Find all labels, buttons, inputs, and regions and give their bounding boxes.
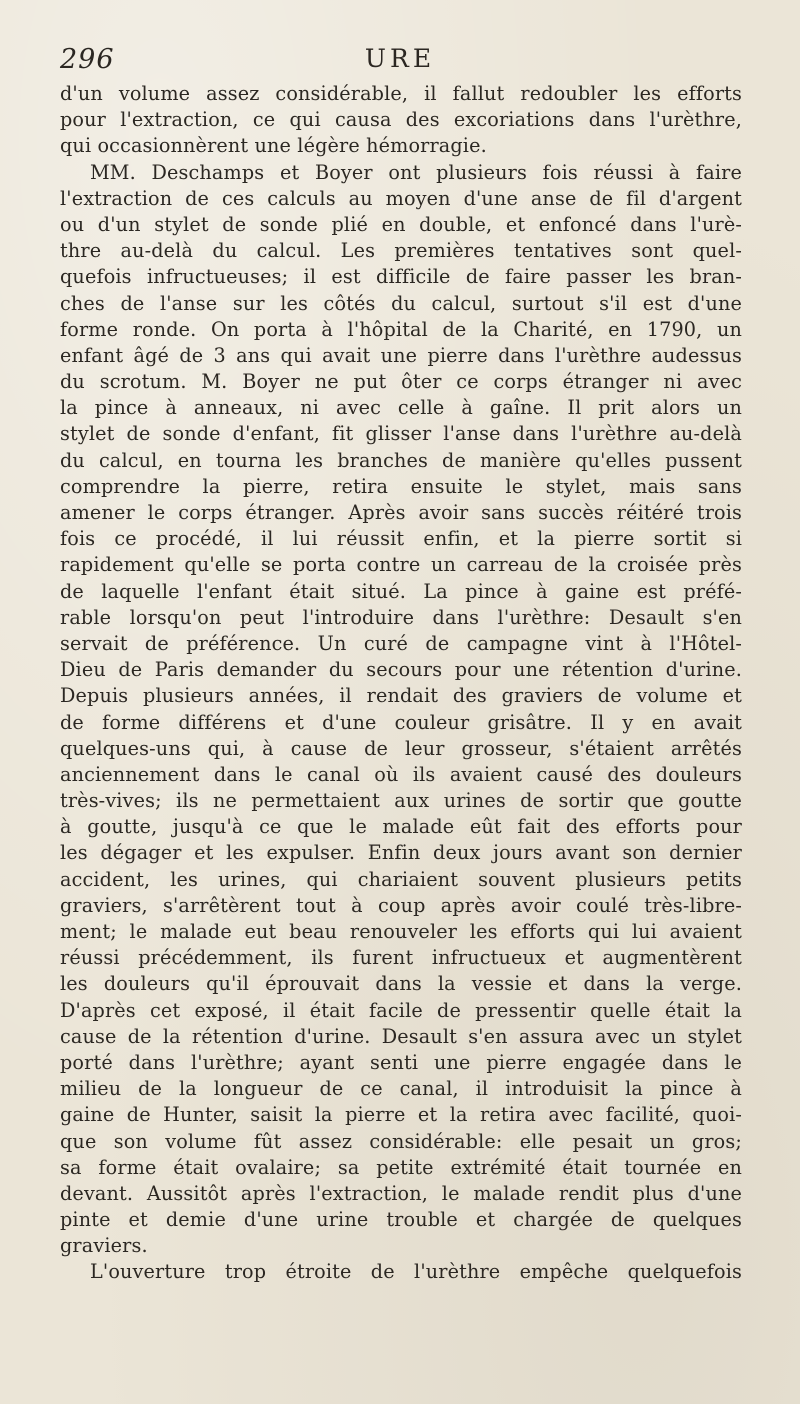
text-line: enfant âgé de 3 ans qui avait une pierre dans l'urèthre audessus bbox=[60, 343, 742, 367]
text-line: réussi précédemment, ils furent infructueux et augmentèrent bbox=[60, 946, 742, 970]
text-line: de forme différens et d'une couleur grisâtre. Il y en avait bbox=[60, 710, 742, 734]
text-line: la pince à anneaux, ni avec celle à gaîne. Il prit alors un bbox=[60, 396, 742, 420]
text-line: quefois infructueuses; il est difficile de faire passer les bran- bbox=[60, 265, 742, 289]
text-line: stylet de sonde d'enfant, fit glisser l'anse dans l'urèthre au-delà bbox=[60, 422, 742, 446]
text-line: très-vives; ils ne permettaient aux urines de sortir que goutte bbox=[60, 789, 742, 813]
page-number: 296 bbox=[60, 44, 115, 75]
text-line: quelques-uns qui, à cause de leur grosseur, s'étaient arrêtés bbox=[60, 736, 742, 760]
text-line: à goutte, jusqu'à ce que le malade eût fait des efforts pour bbox=[60, 815, 742, 839]
text-line: l'extraction de ces calculs au moyen d'une anse de fil d'argent bbox=[60, 186, 742, 210]
text-line: ment; le malade eut beau renouveler les efforts qui lui avaient bbox=[60, 920, 742, 943]
text-line: graviers. bbox=[60, 1234, 148, 1258]
text-line: les dégager et les expulser. Enfin deux jours avant son dernier bbox=[60, 841, 742, 865]
text-line: fois ce procédé, il lui réussit enfin, et la pierre sortit si bbox=[60, 527, 742, 551]
text-line: qui occasionnèrent une légère hémorragie. bbox=[60, 134, 487, 158]
text-line: sa forme était ovalaire; sa petite extrémité était tournée en bbox=[60, 1155, 742, 1179]
text-line: rapidement qu'elle se porta contre un carreau de la croisée près bbox=[60, 553, 742, 577]
text-line: porté dans l'urèthre; ayant senti une pierre engagée dans le bbox=[60, 1050, 742, 1074]
text-line: graviers, s'arrêtèrent tout à coup après avoir coulé très-libre- bbox=[60, 893, 742, 917]
text-line: d'un volume assez considérable, il fallut redoubler les efforts bbox=[60, 82, 742, 105]
text-line: gaine de Hunter, saisit la pierre et la retira avec facilité, quoi- bbox=[60, 1103, 742, 1127]
text-line: du calcul, en tourna les branches de manière qu'elles pussent bbox=[60, 448, 742, 472]
text-line: MM. Deschamps et Boyer ont plusieurs fois réussi à faire bbox=[90, 160, 742, 184]
text-line: L'ouverture trop étroite de l'urèthre empêche quelquefois bbox=[90, 1260, 742, 1284]
text-line: thre au-delà du calcul. Les premières tentatives sont quel- bbox=[60, 239, 742, 263]
running-title: URE bbox=[364, 44, 436, 73]
text-line: amener le corps étranger. Après avoir sans succès réitéré trois bbox=[60, 501, 742, 524]
text-line: forme ronde. On porta à l'hôpital de la Charité, en 1790, un bbox=[60, 317, 742, 341]
text-line: rable lorsqu'on peut l'introduire dans l'urèthre: Desault s'en bbox=[60, 605, 742, 629]
text-line: servait de préférence. Un curé de campagne vint à l'Hôtel- bbox=[60, 631, 742, 655]
text-line: pinte et demie d'une urine trouble et chargée de quelques bbox=[60, 1208, 742, 1232]
text-line: Depuis plusieurs années, il rendait des graviers de volume et bbox=[60, 684, 742, 708]
text-line: milieu de la longueur de ce canal, il introduisit la pince à bbox=[60, 1077, 742, 1101]
text-line: pour l'extraction, ce qui causa des excoriations dans l'urèthre, bbox=[60, 108, 742, 132]
text-line: accident, les urines, qui chariaient souvent plusieurs petits bbox=[60, 867, 742, 891]
text-line: que son volume fût assez considérable: elle pesait un gros; bbox=[60, 1129, 742, 1153]
text-line: anciennement dans le canal où ils avaient causé des douleurs bbox=[60, 762, 742, 786]
text-line: D'après cet exposé, il était facile de pressentir quelle était la bbox=[60, 998, 742, 1022]
text-line: les douleurs qu'il éprouvait dans la vessie et dans la verge. bbox=[60, 972, 742, 996]
text-line: cause de la rétention d'urine. Desault s'en assura avec un stylet bbox=[60, 1024, 742, 1048]
text-line: de laquelle l'enfant était situé. La pince à gaine est préfé- bbox=[60, 579, 742, 603]
text-line: ches de l'anse sur les côtés du calcul, surtout s'il est d'une bbox=[60, 291, 742, 315]
running-head bbox=[60, 44, 740, 78]
text-line: comprendre la pierre, retira ensuite le stylet, mais sans bbox=[60, 474, 742, 498]
text-line: devant. Aussitôt après l'extraction, le malade rendit plus d'une bbox=[60, 1181, 742, 1205]
text-line: du scrotum. M. Boyer ne put ôter ce corps étranger ni avec bbox=[60, 370, 742, 394]
text-line: Dieu de Paris demander du secours pour une rétention d'urine. bbox=[60, 658, 742, 682]
body-text bbox=[60, 81, 742, 1286]
text-line: ou d'un stylet de sonde plié en double, et enfoncé dans l'urè- bbox=[60, 212, 742, 236]
